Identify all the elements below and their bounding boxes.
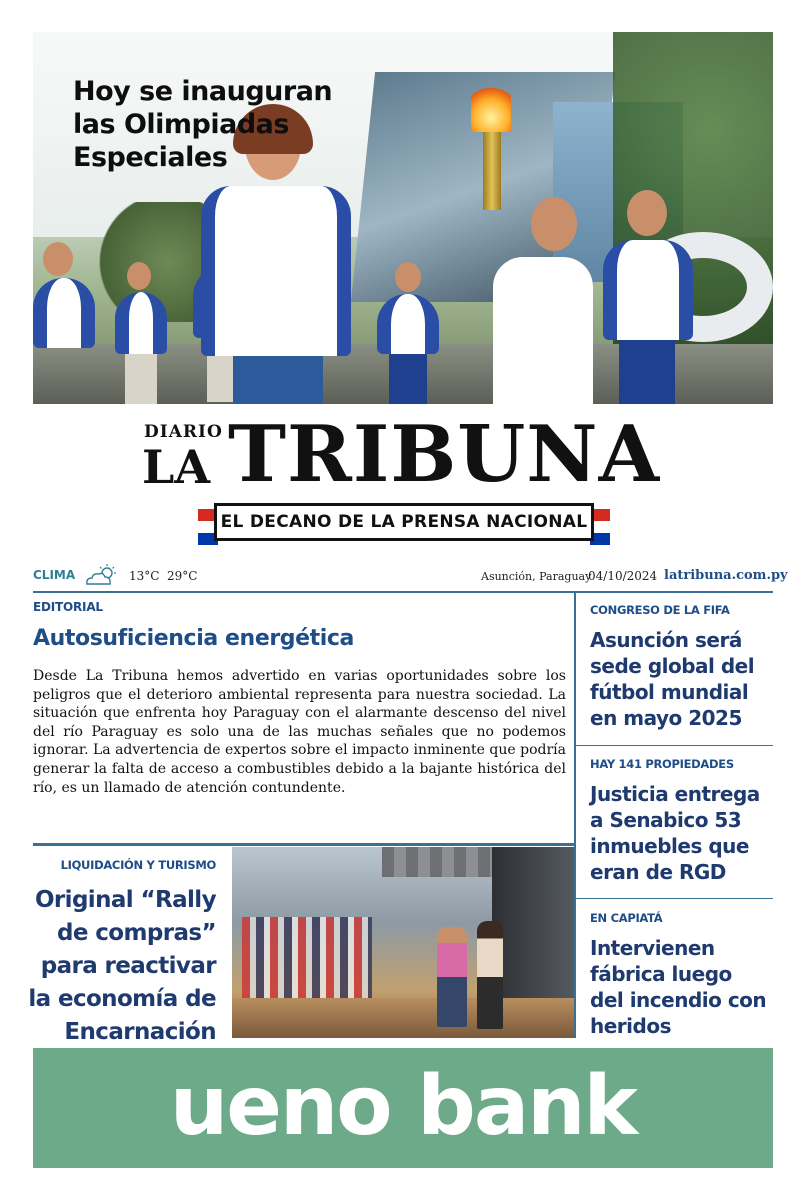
side-story-kicker: EN CAPIATÁ	[590, 911, 663, 925]
ueno-bank-ad[interactable]	[33, 1048, 773, 1168]
masthead-diario: DIARIO	[144, 422, 223, 442]
lower-story-headline[interactable]: Original “Rally de compras” para reactivar la economía de Encarnación	[28, 887, 216, 1045]
editorial-title[interactable]: Autosuficiencia energética	[33, 626, 355, 651]
hero-runner	[593, 190, 703, 404]
masthead-name: TRIBUNA	[228, 409, 661, 500]
side-story-headline[interactable]: Justicia entrega a Senabico 53 inmuebles que eran de RGD	[590, 782, 760, 884]
ad-logo-text: ueno bank	[169, 1059, 637, 1154]
flame-icon	[471, 84, 511, 132]
side-story	[590, 757, 770, 885]
website-link[interactable]: latribuna.com.py	[664, 568, 788, 583]
side-story-headline[interactable]: Intervienen fábrica luego del incendio con heridos	[590, 936, 767, 1038]
torch-icon	[483, 120, 501, 210]
shopper	[477, 921, 503, 1029]
info-bar	[33, 563, 788, 591]
side-story	[590, 603, 770, 731]
issue-date: 04/10/2024	[588, 569, 658, 583]
lower-story-kicker: LIQUIDACIÓN Y TURISMO	[60, 858, 216, 872]
tagline-banner	[198, 503, 610, 545]
divider	[576, 745, 773, 746]
hero-runner	[33, 242, 103, 402]
hero-headline[interactable]: Hoy se inauguran las Olimpiadas Especiales	[73, 76, 333, 173]
divider	[576, 898, 773, 899]
side-story-kicker: CONGRESO DE LA FIFA	[590, 603, 730, 617]
editorial-article	[33, 600, 566, 797]
location: Asunción, Paraguay	[481, 570, 592, 583]
column-divider	[574, 593, 576, 1038]
masthead	[140, 409, 670, 500]
temp-min: 13°C	[129, 569, 160, 583]
editorial-body: Desde La Tribuna hemos advertido en varias oportunidades sobre los peligros que el deterioro ambiental representa para nuestra sociedad. La situación que enfrenta hoy Paraguay con el alarmante descenso del nivel del río Paraguay es solo una de las muchas señales que no podemos ignorar. La advertencia de expertos sobre el impacto inminente que podría generar la falta de acceso a combustibles debido a la bajante histórica del río, es un llamado de atención contundente.	[33, 668, 566, 796]
shopper	[437, 927, 467, 1027]
masthead-la: LA	[142, 440, 211, 494]
temp-max: 29°C	[167, 569, 198, 583]
clima-label: CLIMA	[33, 568, 76, 582]
side-story-kicker: HAY 141 PROPIEDADES	[590, 757, 734, 771]
editorial-kicker: EDITORIAL	[33, 600, 103, 614]
divider	[33, 843, 574, 846]
divider	[33, 591, 773, 593]
hero-runner	[373, 262, 453, 404]
side-story	[590, 911, 770, 1039]
hero-photo	[33, 32, 773, 404]
market-floor	[232, 998, 574, 1038]
side-story-headline[interactable]: Asunción será sede global del fútbol mundial en mayo 2025	[590, 628, 755, 730]
market-photo	[232, 847, 574, 1038]
hero-runner	[113, 262, 173, 404]
hero-man-torchbearer	[473, 197, 603, 404]
partly-cloudy-icon	[83, 563, 119, 587]
masthead-tagline: EL DECANO DE LA PRENSA NACIONAL	[214, 503, 594, 541]
